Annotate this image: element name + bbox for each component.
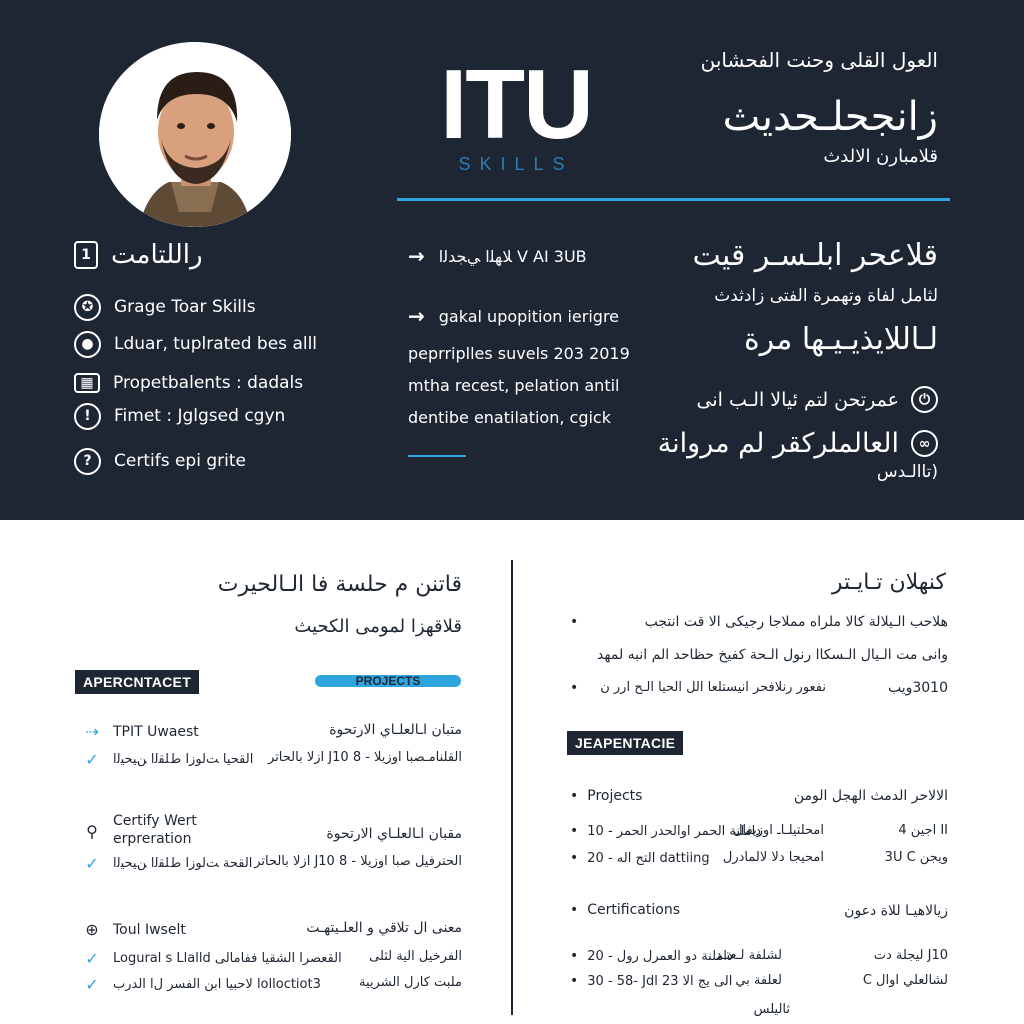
middle-row	[408, 304, 619, 328]
column-divider	[511, 560, 513, 1015]
right-item-text: العالملركقر لم مروانة	[657, 428, 899, 459]
detail-row	[570, 850, 710, 866]
left-list-item	[74, 368, 303, 398]
middle-text-line: mtha recest, pelation antil	[408, 376, 620, 395]
bullet-dot: •	[570, 973, 579, 989]
arrow-right-icon: →	[408, 244, 425, 268]
check-icon: ✓	[85, 750, 99, 769]
entry-row	[83, 920, 186, 939]
entry-row	[83, 750, 253, 769]
left-list-item	[74, 446, 246, 476]
header-right-line3: قلامبارن الالدث	[823, 146, 938, 167]
badge-icon: ✪	[74, 294, 101, 321]
header-right-line1: العول القلى وحنت الفحشابن	[700, 48, 938, 72]
detail-amount: ويجن 3U C	[884, 850, 948, 865]
brand-logo	[436, 49, 596, 175]
search-icon: ⚲	[86, 822, 98, 841]
header-right-title: زانجحلـحديث	[722, 94, 938, 140]
entry-row	[83, 812, 223, 848]
entry-left-text: القحيا ﺖﻟﻮﺯﺍ ﻁﻠﻘﻟﺍ ﻦﻴﺤﻴﻟﺍ	[113, 752, 254, 767]
section-heading-right: الالاحر الدمث الهجل الومن	[793, 788, 948, 804]
footer-text: ثاليلس	[753, 1002, 790, 1017]
section-heading-text: Projects	[587, 788, 643, 804]
bullet-amount: 3010ويب	[887, 680, 948, 696]
section-heading-text: Certifications	[587, 902, 680, 918]
bottom-left-subtitle: قلاقهزا لمومى الكحيث	[294, 616, 462, 637]
detail-row	[570, 948, 733, 964]
entry-left-text: Logural s Llalld القعصرا الشقيا ففامالى	[113, 951, 342, 966]
entry-row	[83, 722, 199, 741]
detail-amount: II اجين 4	[898, 823, 948, 838]
document-icon: 1	[74, 241, 98, 269]
bullet-dot: •	[570, 850, 579, 866]
check-icon: ✓	[85, 854, 99, 873]
detail-mid: امحلتيلـاـ اوزيفال	[733, 823, 824, 838]
left-list-item-text: Fimet : Jglgsed cgyn	[114, 406, 286, 426]
section-heading	[570, 902, 680, 918]
entry-right-text: مقبان اـالعلـاي الارتحوة	[326, 826, 462, 842]
detail-left: 20 - داملنة دو العمرل رول	[587, 948, 733, 964]
section-heading	[570, 788, 642, 804]
check-icon: ✓	[85, 975, 99, 994]
middle-text-line: dentibe enatilation, cgick	[408, 408, 611, 427]
briefcase-icon: ▦	[74, 373, 100, 393]
bullet-text: نفعور رنلافحر انيستلعا الل الحيا الـح ارر ن	[600, 680, 826, 695]
left-list-heading-text: راللتامت	[111, 240, 203, 270]
arrow-icon: ⇢	[85, 722, 99, 741]
left-list-item-text: Lduar, tuplrated bes alll	[114, 334, 318, 354]
arrow-right-icon: →	[408, 304, 425, 328]
person-icon: ●	[74, 331, 101, 358]
info-icon: !	[74, 403, 101, 430]
entry-row	[83, 854, 252, 873]
entry-right-text: ملبت كارل الشريية	[359, 975, 462, 990]
header-divider	[397, 198, 950, 201]
detail-amount: J10 ليجلة دت	[873, 948, 948, 963]
bullet-text: هلاحب الـيلالة كالا ملراه مملاجا رجيكى الا قت انتجب	[644, 614, 948, 630]
entry-right-text: معنى ال تلاقي و العلـيتهـت	[306, 920, 462, 936]
entry-right-text: الفرخيل الية لثلى	[369, 949, 462, 964]
left-list-item	[74, 329, 317, 359]
left-list-item-text: Grage Toar Skills	[114, 297, 256, 317]
entry-left-text: Toul Iwselt	[113, 921, 186, 938]
section-label: JEAPENTACIE	[567, 731, 683, 755]
middle-row-text: gakal upopition ierigre	[438, 306, 620, 326]
bottom-right-title: كنهلان تـايـتر	[831, 570, 946, 595]
middle-row	[408, 244, 587, 268]
check-icon: ✓	[85, 949, 99, 968]
detail-left: 20 - التح اله dattiing	[587, 850, 710, 866]
left-list-heading	[74, 240, 203, 270]
bullet-dot: •	[570, 788, 579, 804]
detail-left: 10 - داملنة الحمر اوالحدر الحمر	[587, 823, 761, 839]
bullet-dot: •	[570, 614, 579, 630]
globe-icon: ⊕	[85, 920, 99, 939]
logo-main-text: ITU	[440, 49, 592, 159]
right-item	[697, 386, 939, 413]
bullet-dot: •	[570, 902, 579, 918]
entry-right-text: الحترفيل صبا اوزيلا - 8 J10 ازلا بالحاتر	[254, 854, 462, 869]
projects-pill: PROJECTS	[315, 675, 461, 687]
middle-row-text: ﻼﻬﻠﺍ ﻲﺠﺪﻟﺍ V AI 3UB	[438, 246, 587, 266]
bullet-row	[570, 614, 587, 630]
logo-sub-text: SKILLS	[458, 154, 574, 174]
bullet-dot: •	[570, 680, 579, 696]
detail-mid: امحيجا دلا لالمادرل	[722, 850, 824, 865]
entry-row	[83, 949, 342, 968]
section-label: APERCNTACET	[75, 670, 199, 694]
section-heading-right: زيالاهيـا للاة دعون	[844, 903, 948, 919]
right-subtitle-2: لـاللايذيـيـها مرة	[743, 322, 938, 357]
left-list-item-text: Propetbalents : dadals	[113, 373, 304, 393]
bullet-text: وانى مت الـيال الـسكاا رنول الـحة كفيخ حظاحد الم انبه لمهد	[597, 647, 948, 663]
detail-left: 30 - 58- Jdl 23 الى يج الا	[587, 973, 733, 989]
bullet-dot: •	[570, 948, 579, 964]
left-list-item	[74, 401, 285, 431]
question-icon: ?	[74, 448, 101, 475]
right-title: قلاعحر ابلـسـر قيت	[692, 238, 938, 273]
entry-left-text: القحة ﺖﻟﻮﺯﺍ ﻁﻠﻘﻟﺍ ﻦﻴﺤﻴﻟﺍ	[113, 856, 253, 871]
entry-left-text: TPIT Uwaest	[113, 723, 199, 740]
entry-right-text: متبان اـالعلـاي الارتحوة	[329, 722, 462, 738]
link-icon: ∞	[911, 430, 938, 457]
right-item-sub: (تاالـدس	[876, 462, 938, 482]
entry-left-text: Certify Wert erpreration	[113, 813, 197, 847]
detail-mid: لعلفة بي	[735, 973, 782, 988]
entry-row	[83, 975, 321, 994]
detail-amount: لشالعلي اوال C	[862, 973, 948, 988]
left-list-item	[74, 292, 256, 322]
right-item	[658, 428, 938, 459]
avatar	[99, 42, 291, 227]
detail-mid: لشلفة لـعتـد	[715, 948, 782, 963]
bottom-left-title: قاتنن م حلسة فا الـالحيرت	[217, 572, 462, 597]
left-list-item-text: Certifs epi grite	[114, 451, 246, 471]
middle-accent-rule	[408, 455, 466, 457]
detail-row	[570, 973, 732, 989]
right-subtitle-1: لثامل لفاة وتهمرة الفتى زادثدث	[714, 286, 938, 306]
profile-photo	[99, 42, 291, 227]
entry-right-text: القلنامـصبا اوزيلا - 8 J10 ازلا بالحاتر	[268, 750, 462, 765]
bullet-dot: •	[570, 823, 579, 839]
power-icon: ⏻	[911, 386, 938, 413]
bullet-row	[570, 680, 587, 696]
right-item-text: عمرتحن لتم ئيالا الـب انى	[696, 388, 899, 411]
middle-text-line: peprriplles suvels 203 2019	[408, 344, 630, 363]
entry-left-text: لاحبيا ابن الفسر ﻝﺍ الدرب lolloctiot3	[113, 977, 321, 992]
